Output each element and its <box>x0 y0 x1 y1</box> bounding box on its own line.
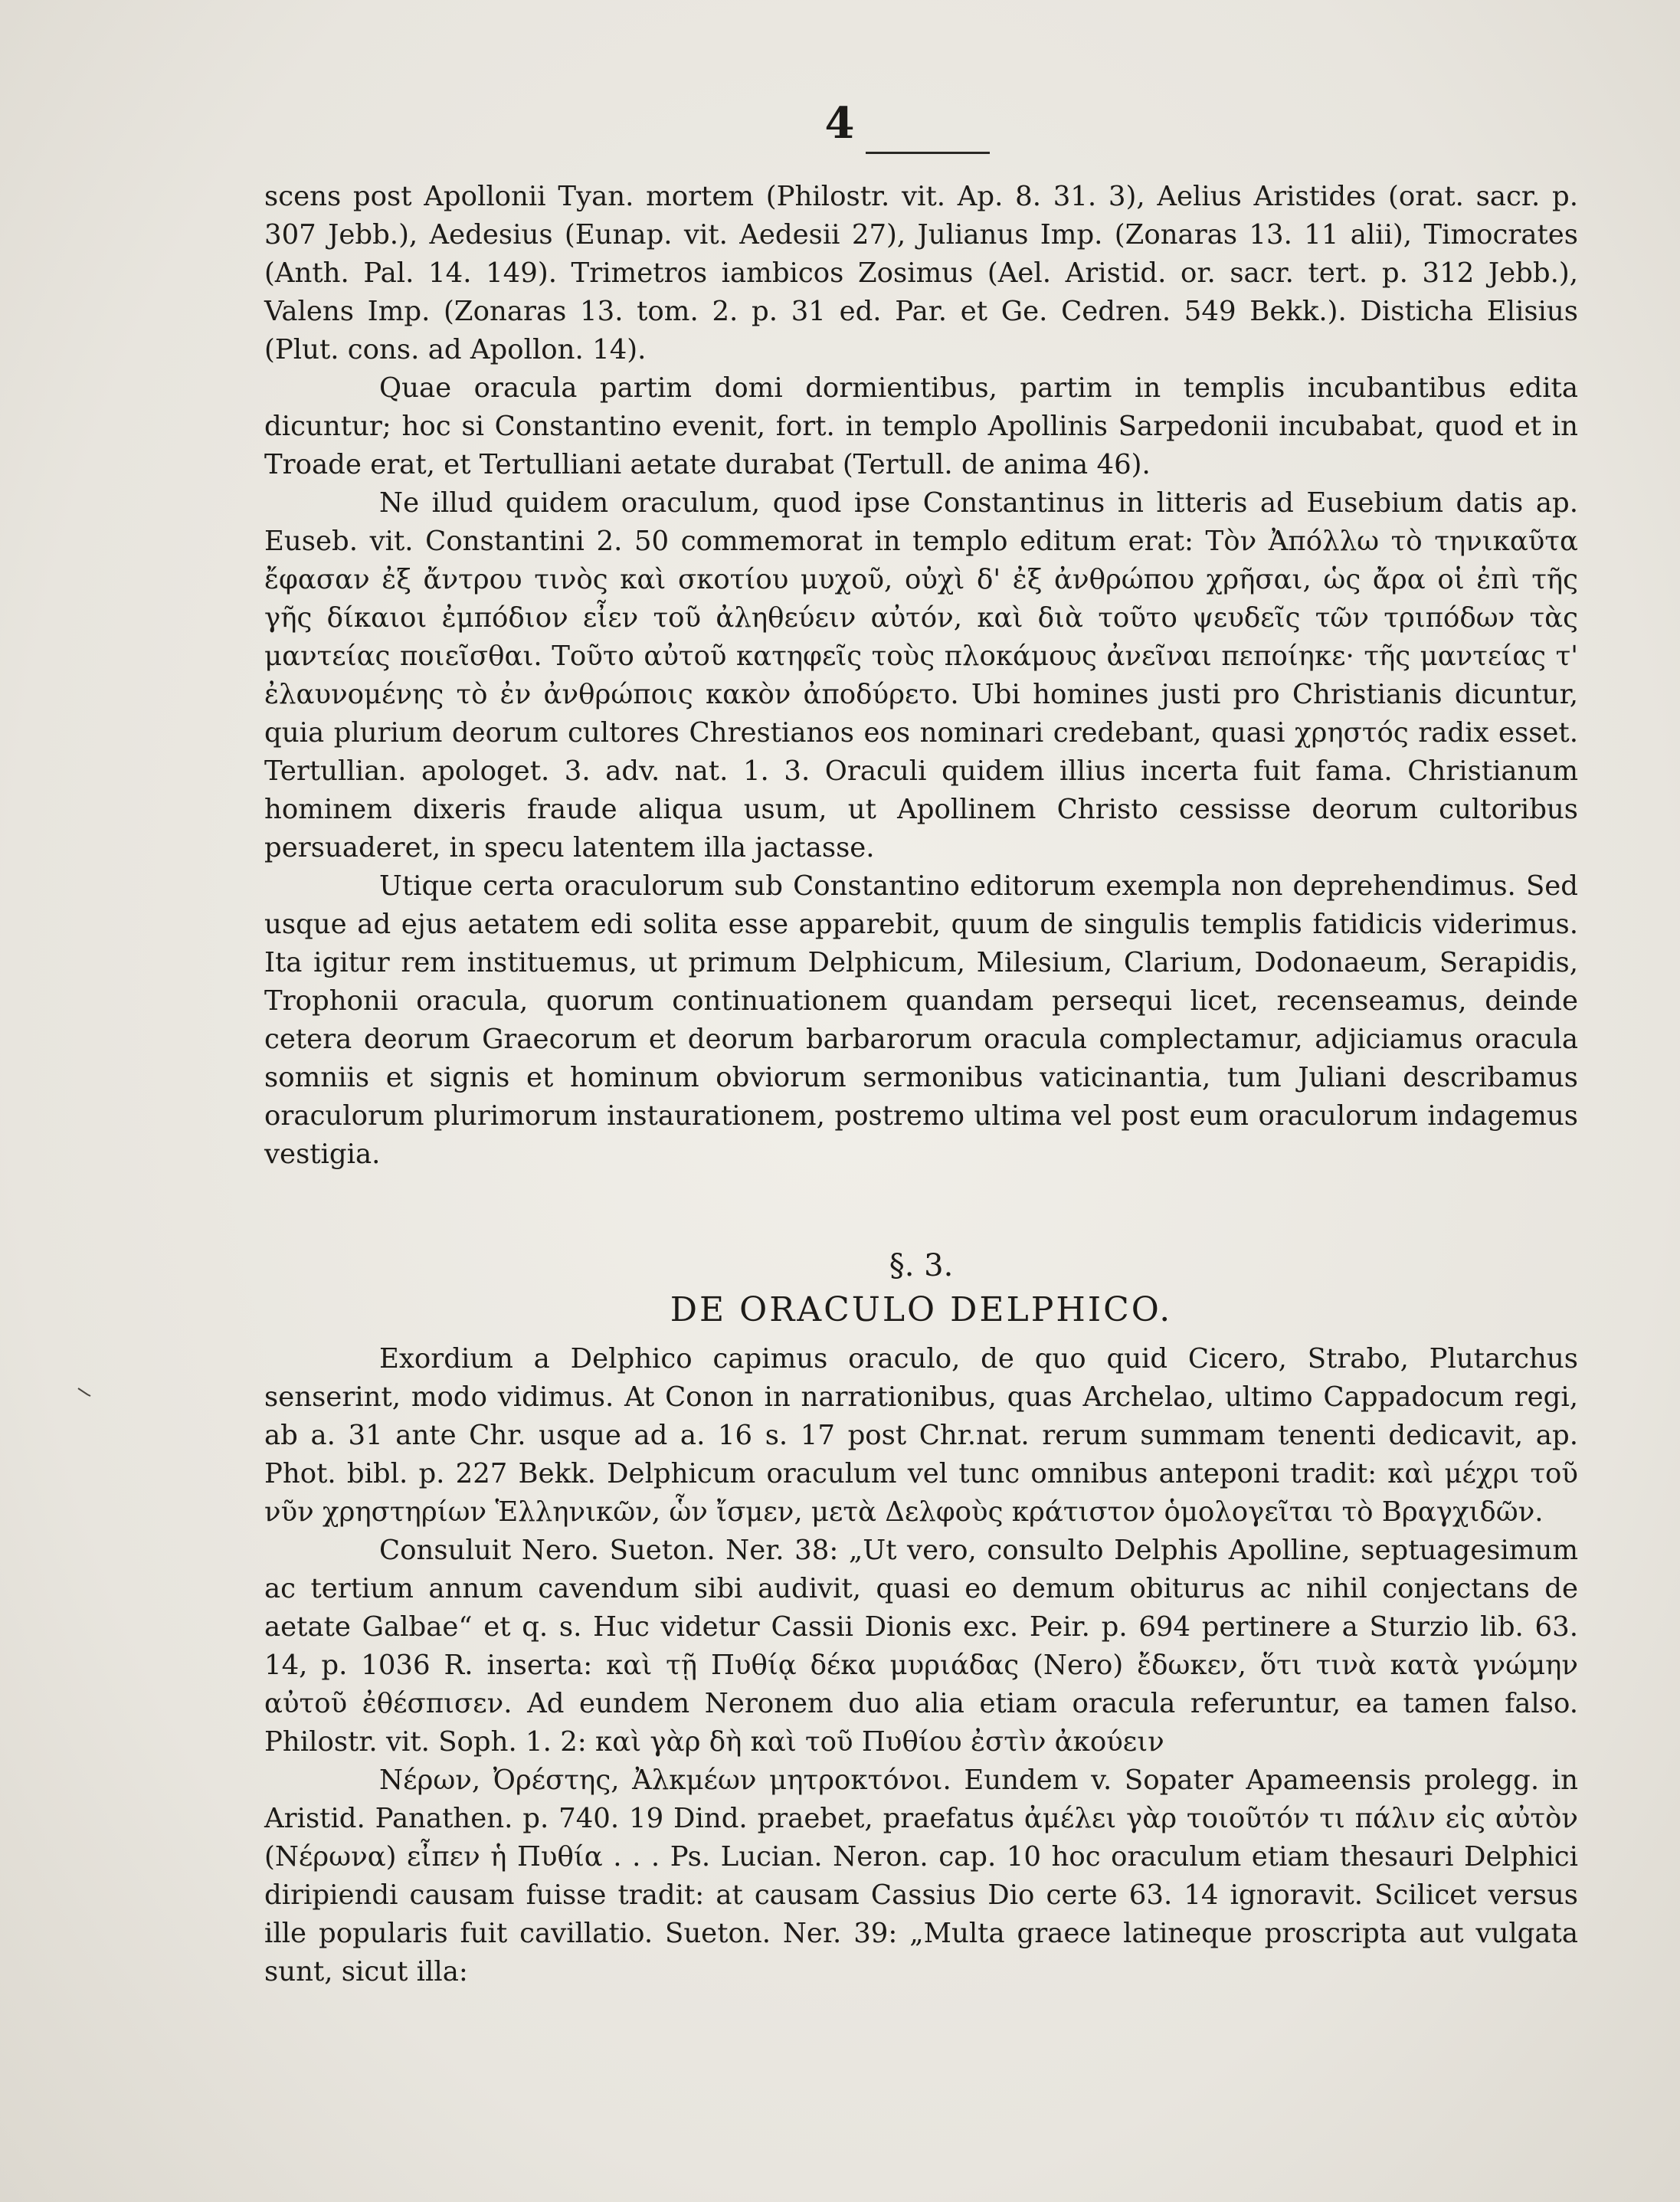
paragraph-2: Quae oracula partim domi dormientibus, partim in templis incubantibus edita dicuntur; hoc si Constantino evenit, fort. in templo Apollinis Sarpedonii incubabat, quod et in Troade erat, et Tertulliani aetate durabat (Tertull. de anima 46). <box>264 372 1578 480</box>
paragraph-5: Exordium a Delphico capimus oraculo, de quo quid Cicero, Strabo, Plutarchus senserint, modo vidimus. At Conon in narrationibus, quas Archelao, ultimo Cappadocum regi, ab a. 31 ante Chr. usque ad a. 16 s. 17 post Chr.nat. rerum summam tenenti dedicavit, ap. Phot. bibl. p. 227 Bekk. Delphicum oraculum vel tunc omnibus anteponi tradit: καὶ μέχρι τοῦ νῦν χρηστηρίων Ἑλληνικῶν, ὧν ἴσμεν, μετὰ Δελφοὺς κράτιστον ὁμολογεῖται τὸ Βραγχιδῶν. <box>264 1343 1578 1528</box>
page-number: 4 <box>824 98 856 149</box>
paragraph-4: Utique certa oraculorum sub Constantino editorum exempla non deprehendimus. Sed usque ad ejus aetatem edi solita esse apparebit, quum de singulis templis fatidicis viderimus. Ita igitur rem instituemus, ut primum Delphicum, Milesium, Clarium, Dodonaeum, Serapidis, Trophonii oracula, quorum continuationem quandam persequi licet, recenseamus, deinde cetera deorum Graecorum et deorum barbarorum oracula complectamur, adjiciamus oracula somniis et signis et hominum obviorum sermonibus vaticinantia, tum Juliani describamus oraculorum plurimorum instaurationem, postremo ultima vel post eum oraculorum indagemus vestigia. <box>264 870 1578 1170</box>
section-title: DE ORACULO DELPHICO. <box>670 1290 1173 1329</box>
paragraph-1: scens post Apollonii Tyan. mortem (Philostr. vit. Ap. 8. 31. 3), Aelius Aristides (orat. sacr. p. 307 Jebb.), Aedesius (Eunap. vit. Aedesii 27), Julianus Imp. (Zonaras 13. 11 alii), Timocrates (Anth. Pal. 14. 149). Trimetros iambicos Zosimus (Ael. Aristid. or. sacr. tert. p. 312 Jebb.), Valens Imp. (Zonaras 13. tom. 2. p. 31 ed. Par. et Ge. Cedren. 549 Bekk.). Disticha Elisius (Plut. cons. ad Apollon. 14). <box>264 181 1578 365</box>
paragraph-6: Consuluit Nero. Sueton. Ner. 38: „Ut vero, consulto Delphis Apolline, septuagesimum ac tertium annum cavendum sibi audivit, quasi eo demum obiturus ac nihil conjectans de aetate Galbae“ et q. s. Huc videtur Cassii Dionis exc. Peir. p. 694 pertinere a Sturzio lib. 63. 14, p. 1036 R. inserta: καὶ τῇ Πυθίᾳ δέκα μυριάδας (Nero) ἔδωκεν, ὅτι τινὰ κατὰ γνώμην αὐτοῦ ἐθέσπισεν. Ad eundem Neronem duo alia etiam oracula referuntur, ea tamen falso. Philostr. vit. Soph. 1. 2: καὶ γὰρ δὴ καὶ τοῦ Πυθίου ἐστὶν ἀκούειν <box>264 1535 1578 1758</box>
page-body <box>264 178 1578 1991</box>
paragraph-7: Νέρων, Ὀρέστης, Ἀλκμέων μητροκτόνοι. Eundem v. Sopater Apameensis prolegg. in Aristid. Panathen. p. 740. 19 Dind. praebet, praefatus ἀμέλει γὰρ τοιοῦτόν τι πάλιν εἰς αὐτὸν (Νέρωνα) εἶπεν ἡ Πυθία . . . Ps. Lucian. Neron. cap. 10 hoc oraculum etiam thesauri Delphici diripiendi causam fuisse tradit: at causam Cassius Dio certe 63. 14 ignoravit. Scilicet versus ille popularis fuit cavillatio. Sueton. Ner. 39: „Multa graece latineque proscripta aut vulgata sunt, sicut illa: <box>264 1765 1578 1987</box>
margin-mark-icon <box>77 1387 92 1398</box>
page-number-rule <box>866 152 990 154</box>
section-number: §. 3. <box>889 1248 954 1283</box>
paragraph-3: Ne illud quidem oraculum, quod ipse Constantinus in litteris ad Eusebium datis ap. Euseb. vit. Constantini 2. 50 commemorat in templo editum erat: Τὸν Ἀπόλλω τὸ τηνικαῦτα ἔφασαν ἐξ ἄντρου τινὸς καὶ σκοτίου μυχοῦ, οὐχὶ δ' ἐξ ἀνθρώπου χρῆσαι, ὡς ἄρα οἱ ἐπὶ τῆς γῆς δίκαιοι ἐμπόδιον εἶεν τοῦ ἀληθεύειν αὐτόν, καὶ διὰ τοῦτο ψευδεῖς τῶν τριπόδων τὰς μαντείας ποιεῖσθαι. Τοῦτο αὐτοῦ κατηφεῖς τοὺς πλοκάμους ἀνεῖναι πεποίηκε· τῆς μαντείας τ' ἐλαυνομένης τὸ ἐν ἀνθρώποις κακὸν ἀποδύρετο. Ubi homines justi pro Christianis dicuntur, quia plurium deorum cultores Chrestianos eos nominari credebant, quasi χρηστός radix esset. Tertullian. apologet. 3. adv. nat. 1. 3. Oraculi quidem illius incerta fuit fama. Christianum hominem dixeris fraude aliqua usum, ut Apollinem Christo cessisse deorum cultoribus persuaderet, in specu latentem illa jactasse. <box>264 487 1578 863</box>
